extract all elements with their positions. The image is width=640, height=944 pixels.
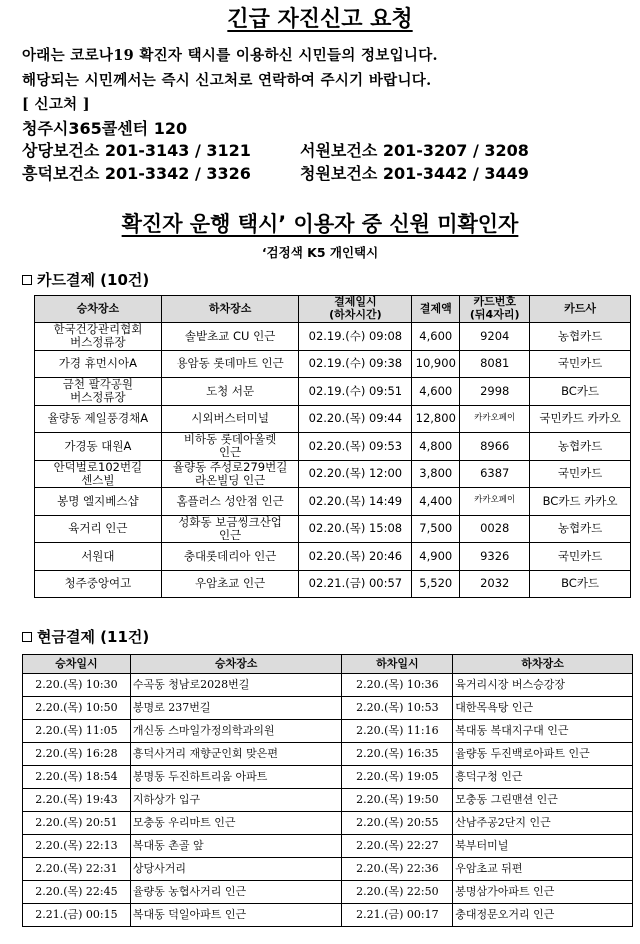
cell-boarding-place: 모충동 우리마트 인근: [130, 812, 342, 835]
cell-card-company: BC카드 카카오: [530, 488, 631, 516]
cell-payment-datetime: 02.20.(목) 14:49: [299, 488, 412, 516]
section-note: ‘검정색 K5 개인택시: [261, 245, 379, 260]
cell-card-company: 농협카드: [530, 433, 631, 461]
cell-boarding-place: 봉명동 두진하트리움 아파트: [130, 766, 342, 789]
header-boarding-place: 승차장소: [130, 655, 342, 674]
cell-amount: 7,500: [412, 515, 460, 543]
cell-boarding-place: 안덕벌로102번길 센스빌: [35, 460, 162, 488]
cell-payment-datetime: 02.19.(수) 09:38: [299, 350, 412, 378]
cell-boarding-place: 수곡동 청남로2028번길: [130, 674, 342, 697]
cell-boarding-place: 복대동 촌골 앞: [130, 835, 342, 858]
cell-payment-datetime: 02.21.(금) 00:57: [299, 570, 412, 598]
header-alighting-place: 하차장소: [161, 296, 299, 323]
cell-alighting-place: 충대롯데리아 인근: [161, 543, 299, 571]
table-row: [23, 789, 633, 812]
cell-alighting-place: 우암초교 뒤편: [453, 858, 633, 881]
header-boarding-time: 승차일시: [23, 655, 131, 674]
cell-boarding-time: 2.20.(목) 16:28: [23, 743, 131, 766]
cell-card-company: 국민카드: [530, 350, 631, 378]
cell-boarding-place: 율량동 농협사거리 인근: [130, 881, 342, 904]
header-card-number: 카드번호 (뒤4자리): [460, 296, 530, 323]
card-section-heading: [22, 269, 149, 290]
cell-payment-datetime: 02.19.(수) 09:51: [299, 378, 412, 406]
table-row: [35, 378, 631, 406]
cell-alighting-time: 2.20.(목) 19:05: [342, 766, 453, 789]
table-row: [23, 904, 633, 927]
cell-amount: 4,400: [412, 488, 460, 516]
cell-boarding-place: 봉명 엘지베스샵: [35, 488, 162, 516]
header-alighting-place: 하차장소: [453, 655, 633, 674]
office-seowon: 서원보건소 201-3207 / 3208: [300, 141, 529, 160]
cell-alighting-time: 2.20.(목) 20:55: [342, 812, 453, 835]
office-heungdeok: 흥덕보건소 201-3342 / 3326: [22, 164, 251, 183]
header-payment-datetime: 결제일시 (하차시간): [299, 296, 412, 323]
cell-card-number: 6387: [460, 460, 530, 488]
cell-card-number: 9204: [460, 323, 530, 351]
cell-alighting-place: 율량동 두진백로아파트 인근: [453, 743, 633, 766]
cell-card-number: 0028: [460, 515, 530, 543]
cell-boarding-place: 청주중앙여고: [35, 570, 162, 598]
cell-boarding-place: 흥덕사거리 재향군인회 맞은편: [130, 743, 342, 766]
cell-card-number: 2032: [460, 570, 530, 598]
checkbox-square-icon: [22, 275, 32, 285]
table-row: [35, 570, 631, 598]
cell-alighting-place: 복대동 복대지구대 인근: [453, 720, 633, 743]
card-header-row: [35, 296, 631, 323]
cell-amount: 4,900: [412, 543, 460, 571]
table-row: [35, 350, 631, 378]
cell-payment-datetime: 02.20.(목) 09:44: [299, 405, 412, 433]
card-section-label: 카드결제 (10건): [37, 271, 150, 289]
cell-card-company: 국민카드: [530, 543, 631, 571]
cell-boarding-time: 2.20.(목) 19:43: [23, 789, 131, 812]
cell-boarding-time: 2.20.(목) 20:51: [23, 812, 131, 835]
contact-header: [ 신고처 ]: [22, 96, 90, 113]
cell-card-company: 농협카드: [530, 515, 631, 543]
cell-boarding-place: 개신동 스마일가정의학과의원: [130, 720, 342, 743]
cell-alighting-time: 2.21.(금) 00:17: [342, 904, 453, 927]
table-row: [35, 460, 631, 488]
cell-amount: 4,600: [412, 323, 460, 351]
table-row: [35, 405, 631, 433]
cell-boarding-time: 2.20.(목) 18:54: [23, 766, 131, 789]
header-boarding-place: 승차장소: [35, 296, 162, 323]
cell-boarding-place: 서원대: [35, 543, 162, 571]
cell-amount: 5,520: [412, 570, 460, 598]
cell-boarding-place: 상당사거리: [130, 858, 342, 881]
cell-amount: 4,600: [412, 378, 460, 406]
cell-alighting-place: 육거리시장 버스승강장: [453, 674, 633, 697]
cell-amount: 10,900: [412, 350, 460, 378]
header-alighting-time: 하차일시: [342, 655, 453, 674]
cell-alighting-place: 북부터미널: [453, 835, 633, 858]
cash-section-heading: [22, 626, 149, 647]
cell-alighting-place: 대한목욕탕 인근: [453, 697, 633, 720]
cell-alighting-place: 율량동 주성로279번길 라온빌딩 인근: [161, 460, 299, 488]
table-row: [35, 543, 631, 571]
cell-alighting-time: 2.20.(목) 22:36: [342, 858, 453, 881]
cell-boarding-place: 봉명로 237번길: [130, 697, 342, 720]
cell-card-company: BC카드: [530, 570, 631, 598]
cell-card-company: 농협카드: [530, 323, 631, 351]
header-card-company: 카드사: [530, 296, 631, 323]
cell-card-number: 9326: [460, 543, 530, 571]
cell-card-number: 8081: [460, 350, 530, 378]
cell-boarding-time: 2.21.(금) 00:15: [23, 904, 131, 927]
cash-header-row: [23, 655, 633, 674]
cell-boarding-place: 가경 휴먼시아A: [35, 350, 162, 378]
card-payment-table: [34, 295, 631, 598]
cell-alighting-place: 시외버스터미널: [161, 405, 299, 433]
cell-payment-datetime: 02.20.(목) 12:00: [299, 460, 412, 488]
office-cheongwon: 청원보건소 201-3442 / 3449: [300, 164, 529, 183]
cell-alighting-place: 충대정문오거리 인근: [453, 904, 633, 927]
cell-alighting-place: 우암초교 인근: [161, 570, 299, 598]
cell-payment-datetime: 02.20.(목) 20:46: [299, 543, 412, 571]
cell-payment-datetime: 02.19.(수) 09:08: [299, 323, 412, 351]
cash-section-label: 현금결제 (11건): [37, 628, 150, 646]
cell-alighting-place: 성화동 보금씽크산업 인근: [161, 515, 299, 543]
table-row: [23, 674, 633, 697]
header-amount: 결제액: [412, 296, 460, 323]
cell-boarding-time: 2.20.(목) 22:31: [23, 858, 131, 881]
cell-card-company: 국민카드 카카오: [530, 405, 631, 433]
cell-alighting-time: 2.20.(목) 22:50: [342, 881, 453, 904]
cell-amount: 3,800: [412, 460, 460, 488]
cell-amount: 4,800: [412, 433, 460, 461]
cell-boarding-place: 한국건강관리협회 버스정류장: [35, 323, 162, 351]
table-row: [23, 720, 633, 743]
cell-boarding-place: 가경동 대원A: [35, 433, 162, 461]
cell-alighting-time: 2.20.(목) 10:36: [342, 674, 453, 697]
cell-card-number: 카카오페이: [460, 405, 530, 433]
cell-alighting-place: 모충동 그린맨션 인근: [453, 789, 633, 812]
cell-alighting-place: 산남주공2단지 인근: [453, 812, 633, 835]
cell-alighting-place: 봉명삼가아파트 인근: [453, 881, 633, 904]
table-row: [35, 515, 631, 543]
table-row: [35, 488, 631, 516]
cell-boarding-time: 2.20.(목) 11:05: [23, 720, 131, 743]
cell-boarding-place: 율량동 제일풍경채A: [35, 405, 162, 433]
notice-line-2: 해당되는 시민께서는 즉시 신고처로 연락하여 주시기 바랍니다.: [22, 72, 432, 89]
cell-card-company: 국민카드: [530, 460, 631, 488]
cell-amount: 12,800: [412, 405, 460, 433]
table-row: [23, 743, 633, 766]
cell-card-number: 2998: [460, 378, 530, 406]
office-sangdang: 상당보건소 201-3143 / 3121: [22, 141, 251, 160]
notice-line-1: 아래는 코로나19 확진자 택시를 이용하신 시민들의 정보입니다.: [22, 47, 438, 64]
table-row: [23, 697, 633, 720]
cell-boarding-time: 2.20.(목) 10:50: [23, 697, 131, 720]
cell-alighting-place: 용암동 롯데마트 인근: [161, 350, 299, 378]
cell-card-number: 8966: [460, 433, 530, 461]
cell-alighting-place: 비하동 롯데아울렛 인근: [161, 433, 299, 461]
cell-card-number: 카카오페이: [460, 488, 530, 516]
cell-alighting-time: 2.20.(목) 16:35: [342, 743, 453, 766]
cell-boarding-time: 2.20.(목) 22:45: [23, 881, 131, 904]
call-center: 청주시365콜센터 120: [22, 119, 188, 138]
cell-alighting-place: 흥덕구청 인근: [453, 766, 633, 789]
cell-boarding-place: 육거리 인근: [35, 515, 162, 543]
cell-alighting-time: 2.20.(목) 19:50: [342, 789, 453, 812]
cell-boarding-place: 지하상가 입구: [130, 789, 342, 812]
cell-alighting-time: 2.20.(목) 22:27: [342, 835, 453, 858]
cell-payment-datetime: 02.20.(목) 15:08: [299, 515, 412, 543]
cash-payment-table: [22, 654, 633, 927]
section-title: 확진자 운행 택시’ 이용자 중 신원 미확인자: [121, 212, 519, 236]
cell-boarding-place: 금천 팔각공원 버스정류장: [35, 378, 162, 406]
cell-alighting-time: 2.20.(목) 10:53: [342, 697, 453, 720]
table-row: [23, 858, 633, 881]
table-row: [23, 835, 633, 858]
table-row: [35, 433, 631, 461]
table-row: [23, 881, 633, 904]
cell-boarding-place: 복대동 덕일아파트 인근: [130, 904, 342, 927]
cell-boarding-time: 2.20.(목) 10:30: [23, 674, 131, 697]
cell-alighting-place: 솔밭초교 CU 인근: [161, 323, 299, 351]
table-row: [23, 812, 633, 835]
page-title: 긴급 자진신고 요청: [227, 6, 413, 32]
cell-alighting-place: 홈플러스 성안점 인근: [161, 488, 299, 516]
cell-boarding-time: 2.20.(목) 22:13: [23, 835, 131, 858]
table-row: [35, 323, 631, 351]
cell-alighting-time: 2.20.(목) 11:16: [342, 720, 453, 743]
cell-alighting-place: 도청 서문: [161, 378, 299, 406]
checkbox-square-icon: [22, 632, 32, 642]
cell-payment-datetime: 02.20.(목) 09:53: [299, 433, 412, 461]
table-row: [23, 766, 633, 789]
cell-card-company: BC카드: [530, 378, 631, 406]
